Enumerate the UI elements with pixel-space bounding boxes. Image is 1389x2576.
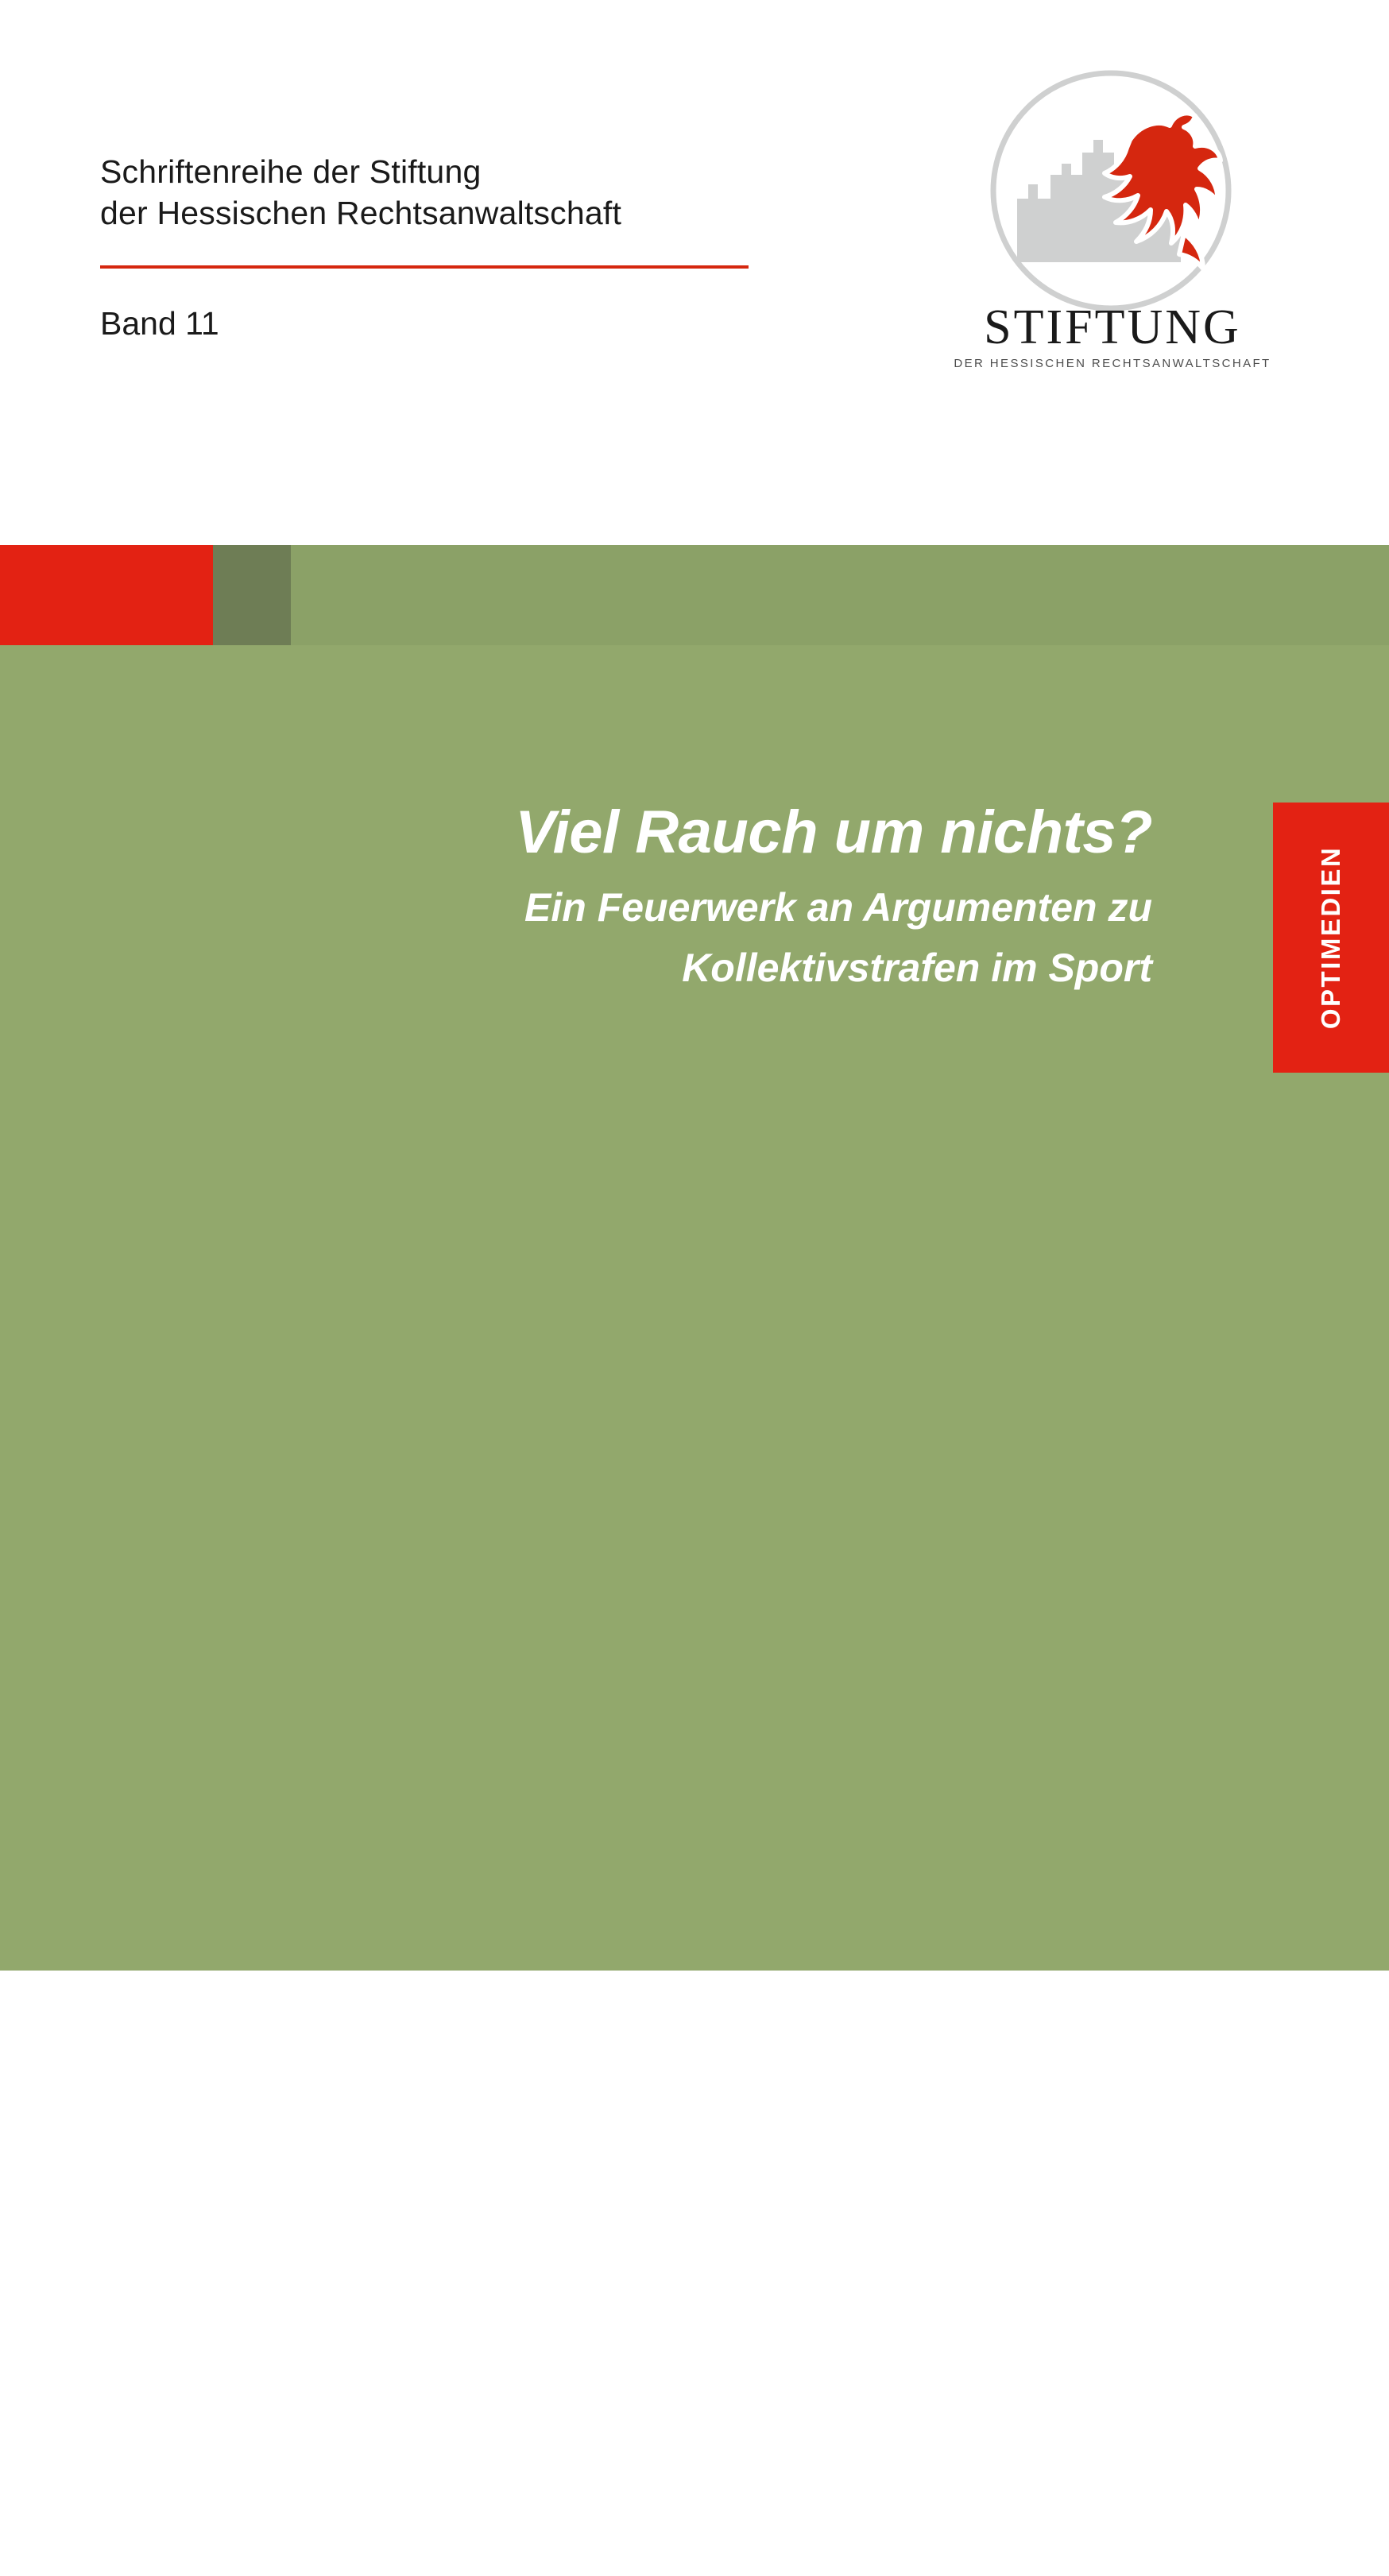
contributor-name: Monique Peitzmeier	[814, 2245, 1144, 2287]
cover-title: Viel Rauch um nichts?	[515, 799, 1152, 866]
cover-subtitle-line-1: Ein Feuerwerk an Argumenten zu	[524, 885, 1152, 930]
contributors-heading: Beiträge von	[908, 2102, 1144, 2145]
contributor-name: Johannes Knierbein	[814, 2470, 1144, 2512]
cover-header	[0, 0, 1389, 545]
cover-subtitle-line-2: Kollektivstrafen im Sport	[682, 946, 1152, 990]
cover-main-panel	[0, 645, 1389, 2569]
color-band-row	[0, 545, 1389, 645]
contributor-name: Nils Winkler	[946, 2414, 1144, 2456]
color-band-green	[291, 545, 1389, 645]
volume-label: Band 11	[100, 305, 219, 342]
color-band-dark-green	[213, 545, 291, 645]
series-title-line-2: der Hessischen Rechtsanwaltschaft	[100, 195, 622, 231]
publisher-tab	[1273, 803, 1389, 1073]
cover-title-block	[238, 796, 1152, 998]
publisher-label: OPTIMEDIEN	[1316, 845, 1345, 1030]
contributor-name: Nebahat Cakir	[905, 2188, 1144, 2230]
color-band-red	[0, 545, 213, 645]
svg-text:STIFTUNG: STIFTUNG	[984, 300, 1241, 354]
series-title	[100, 151, 752, 234]
contributors-divider	[826, 2158, 1144, 2160]
series-divider	[100, 265, 749, 269]
contributor-name: Lukas Straub	[924, 2357, 1144, 2400]
series-title-line-1: Schriftenreihe der Stiftung	[100, 153, 482, 190]
svg-text:DER HESSISCHEN RECHTSANWALTSCH: DER HESSISCHEN RECHTSANWALTSCHAFT	[954, 357, 1271, 370]
contributor-name: Dr. Kevin Bork	[905, 2301, 1144, 2343]
contributors-block	[556, 2099, 1144, 2576]
contributor-name: Michael Knierbein	[847, 2527, 1144, 2569]
stiftung-logo	[946, 64, 1279, 397]
